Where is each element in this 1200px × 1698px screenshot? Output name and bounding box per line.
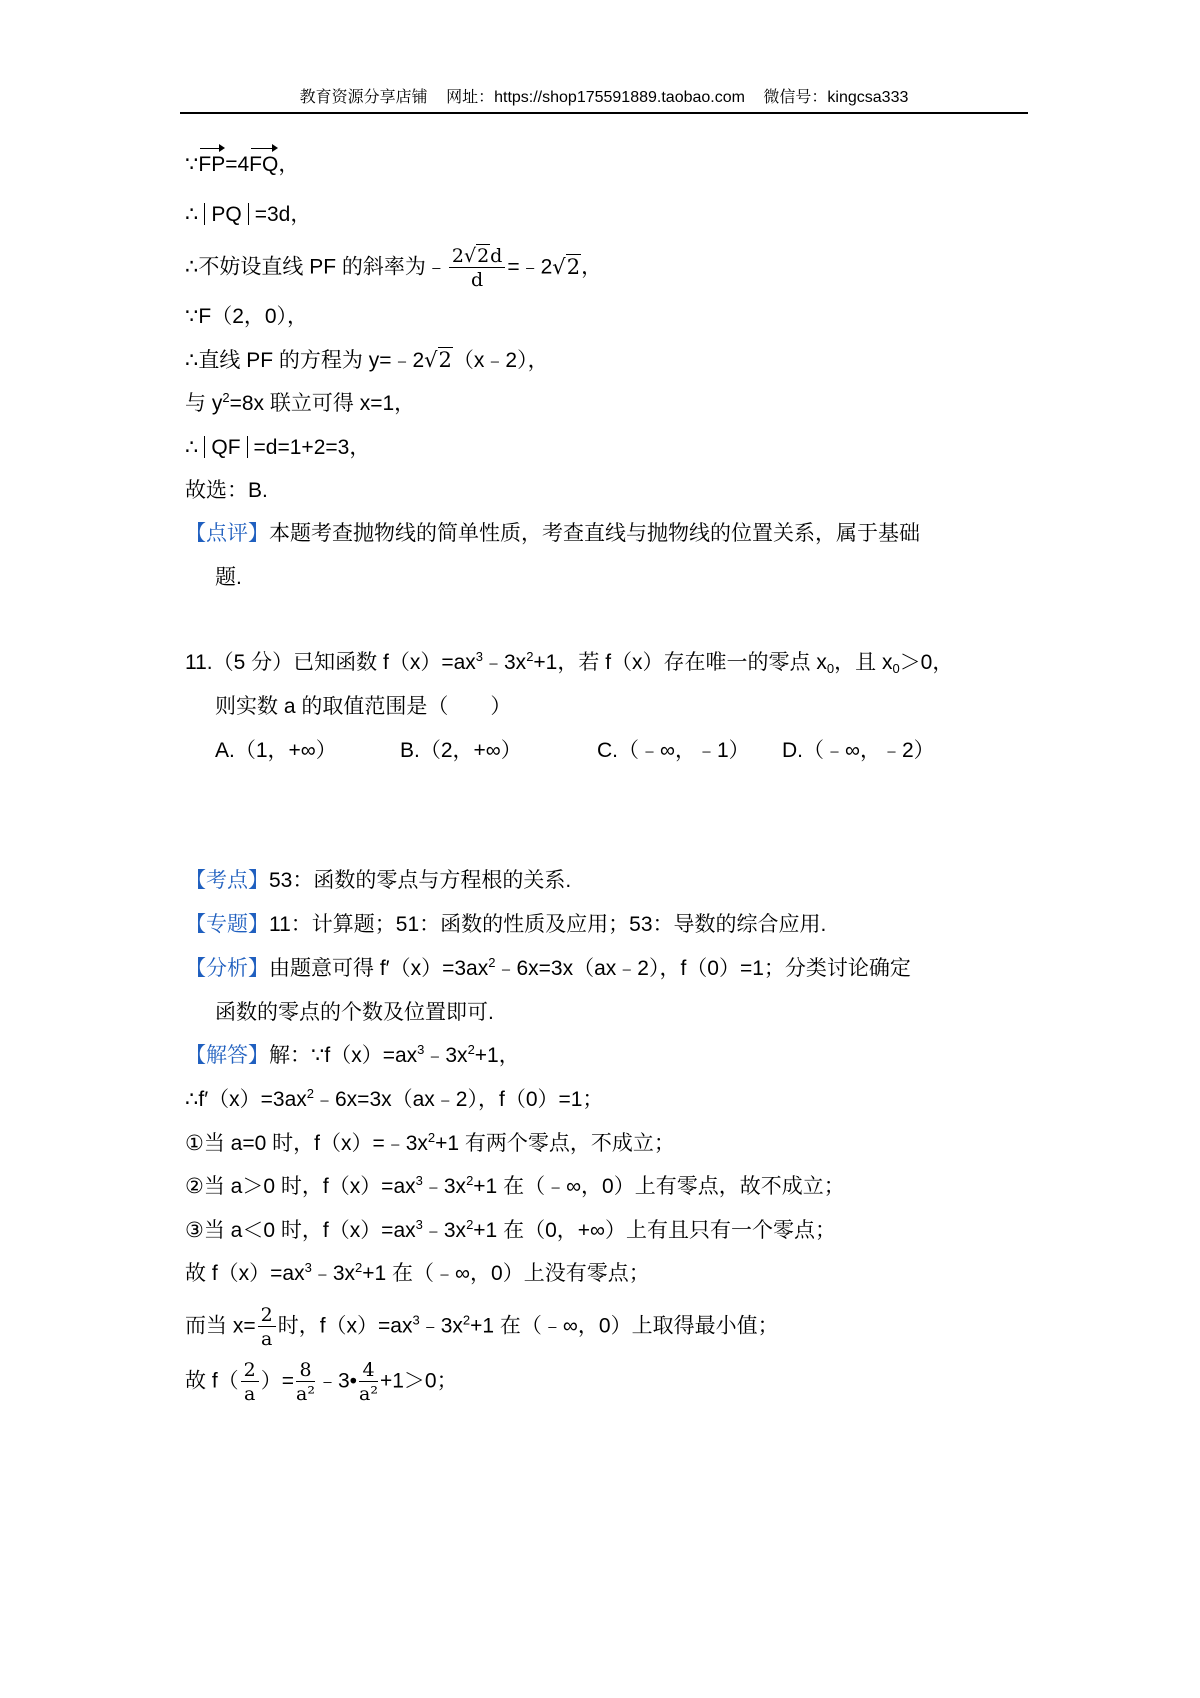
text: =8x 联立可得 x=1，	[229, 392, 416, 415]
text: ＞0，	[899, 651, 954, 674]
text: ①当 a=0 时，f（x）=﹣3x	[185, 1132, 428, 1155]
text: QF	[211, 436, 241, 459]
text: ③当 a＜0 时，f（x）=ax	[185, 1219, 416, 1242]
zhuanti-tag: 【专题】	[185, 913, 269, 936]
superscript: 2	[526, 649, 534, 664]
question-11-line2: 则实数 a 的取值范围是（ ）	[215, 695, 512, 718]
abs-bar	[248, 203, 249, 225]
line-jieda	[185, 1041, 520, 1071]
fraction-4-over-a2	[359, 1360, 378, 1404]
sqrt-sign: √2	[424, 348, 452, 372]
text: 解：∵f（x）=ax	[269, 1044, 418, 1067]
text: +1＞0；	[379, 1369, 458, 1393]
line-fenxi-cont: 函数的零点的个数及位置即可.	[215, 1001, 494, 1024]
text: ，且 x	[834, 651, 893, 674]
text: +1 在（﹣∞，0）上没有零点；	[362, 1262, 650, 1285]
page-header	[180, 84, 1028, 114]
superscript: 3	[412, 1312, 420, 1328]
line-comment-cont: 题.	[215, 566, 242, 589]
fraction-2-over-a	[241, 1360, 259, 1404]
jieda-tag: 【解答】	[185, 1044, 269, 1067]
line-case-1	[185, 1129, 675, 1159]
vector-fp: FP	[198, 146, 225, 180]
line-qf-length	[185, 433, 370, 463]
radicand: 2	[566, 254, 581, 279]
option-b: B.（2，+∞）	[400, 739, 522, 762]
text: 而当 x=	[185, 1314, 256, 1338]
abs-bar	[247, 436, 248, 458]
text: ﹣3x	[422, 1175, 467, 1198]
option-c: C.（﹣∞，﹣1）	[597, 739, 750, 762]
line-answer: 故选：B.	[185, 479, 268, 502]
radicand: 2	[477, 245, 490, 267]
text: ﹣6x=3x（ax﹣2），f（0）=1；分类讨论确定	[495, 957, 911, 980]
numerator: 4	[359, 1360, 377, 1382]
denominator: a	[244, 1383, 256, 1405]
text: 由题意可得 f′（x）=3ax	[269, 957, 489, 980]
superscript: 3	[415, 1173, 423, 1188]
text: ﹣6x=3x（ax﹣2），f（0）=1；	[314, 1088, 604, 1111]
comment-tag: 【点评】	[185, 522, 269, 545]
superscript: 3	[304, 1260, 312, 1275]
abs-bar	[204, 436, 205, 458]
superscript: 2	[467, 1042, 475, 1057]
text: 故 f（	[185, 1369, 239, 1393]
text: 时，f（x）=ax	[277, 1314, 413, 1338]
line-slope	[185, 246, 602, 290]
text: =4	[225, 153, 250, 176]
line-solve	[185, 389, 415, 419]
line-kaodian	[185, 866, 571, 896]
text: =﹣2	[507, 255, 553, 279]
superscript: 3	[475, 649, 483, 664]
text: ，	[278, 153, 300, 176]
line-comment	[185, 519, 920, 549]
text: 2	[451, 245, 464, 267]
therefore-symbol: ∴	[185, 203, 199, 226]
text: ﹣3x	[422, 1219, 467, 1242]
text: ）=	[260, 1369, 295, 1393]
text: ﹣3x	[311, 1262, 356, 1285]
subscript: 0	[892, 661, 900, 676]
line-pq-length	[185, 200, 311, 230]
line-no-zero	[185, 1259, 650, 1289]
denominator: d	[471, 269, 484, 291]
line-zhuanti	[185, 910, 826, 940]
option-a: A.（1，+∞）	[215, 739, 337, 762]
radicand: 2	[438, 348, 452, 372]
therefore-symbol: ∴	[185, 436, 199, 459]
text: ﹣3x	[483, 651, 527, 674]
superscript: 2	[466, 1217, 474, 1232]
text: ∴直线 PF 的方程为 y=﹣2	[185, 349, 425, 372]
denominator: a²	[296, 1383, 315, 1405]
option-d: D.（﹣∞，﹣2）	[782, 739, 935, 762]
text: PQ	[211, 203, 242, 226]
text: ﹣3•	[316, 1369, 358, 1393]
denominator: a²	[359, 1383, 378, 1405]
text: 11.（5 分）已知函数 f（x）=ax	[185, 651, 476, 674]
line-case-3	[185, 1216, 836, 1246]
header-url: 网址：https://shop175591889.taobao.com	[446, 89, 745, 106]
text: ﹣3x	[419, 1314, 463, 1338]
because-symbol: ∵	[185, 153, 199, 176]
vector-fq: FQ	[249, 146, 278, 180]
superscript: 2	[462, 1312, 471, 1328]
header-shop: 教育资源分享店铺	[299, 89, 428, 106]
text: ∴不妨设直线 PF 的斜率为﹣	[185, 255, 447, 279]
text: 与 y	[185, 392, 223, 415]
text: +1，若 f（x）存在唯一的零点 x	[533, 651, 827, 674]
line-focus: ∵F（2，0），	[185, 305, 309, 328]
line-minimum	[185, 1305, 779, 1349]
superscript: 3	[417, 1042, 425, 1057]
text: +1 有两个零点，不成立；	[435, 1132, 675, 1155]
text: ∴f′（x）=3ax	[185, 1088, 307, 1111]
text: 故 f（x）=ax	[185, 1262, 305, 1285]
text: ，	[581, 255, 603, 279]
line-inequality	[185, 1360, 458, 1404]
superscript: 2	[466, 1173, 474, 1188]
text: +1 在（﹣∞，0）上有零点，故不成立；	[473, 1175, 845, 1198]
line-derivative	[185, 1085, 603, 1115]
fraction-2-over-a	[258, 1305, 276, 1349]
superscript: 2	[488, 955, 496, 970]
text: （x﹣2），	[452, 349, 549, 372]
line-fenxi	[185, 954, 911, 984]
text: +1 在（0，+∞）上有且只有一个零点；	[473, 1219, 836, 1242]
line-case-2	[185, 1172, 845, 1202]
text: ﹣3x	[424, 1044, 468, 1067]
text: +1 在（﹣∞，0）上取得最小值；	[470, 1314, 779, 1338]
text: =d=1+2=3，	[253, 436, 371, 459]
numerator: 2	[241, 1360, 259, 1382]
subscript: 0	[826, 661, 835, 676]
slope-fraction	[449, 246, 505, 290]
numerator: 8	[296, 1360, 314, 1382]
line-pf-equation	[185, 345, 549, 376]
text: =3d，	[254, 203, 312, 226]
sqrt-sign: √2	[552, 254, 581, 279]
question-11-stem	[185, 648, 953, 678]
kaodian-tag: 【考点】	[185, 869, 269, 892]
fraction-8-over-a2	[296, 1360, 315, 1404]
superscript: 2	[355, 1260, 363, 1275]
denominator: a	[260, 1328, 273, 1350]
superscript: 2	[222, 390, 230, 405]
comment-text: 本题考查抛物线的简单性质，考查直线与抛物线的位置关系，属于基础	[269, 522, 920, 545]
text: ②当 a＞0 时，f（x）=ax	[185, 1175, 416, 1198]
line-vector-relation	[185, 146, 299, 180]
zhuanti-text: 11：计算题；51：函数的性质及应用；53：导数的综合应用.	[269, 913, 827, 936]
question-11-options	[215, 736, 935, 766]
superscript: 2	[427, 1130, 436, 1145]
superscript: 2	[306, 1086, 314, 1101]
superscript: 3	[415, 1217, 423, 1232]
sqrt-sign: √2	[463, 245, 490, 267]
fenxi-tag: 【分析】	[185, 957, 269, 980]
numerator: 2	[258, 1305, 276, 1327]
kaodian-text: 53：函数的零点与方程根的关系.	[269, 869, 572, 892]
text: +1，	[474, 1044, 520, 1067]
header-wechat: 微信号：kingcsa333	[763, 89, 909, 106]
abs-bar	[204, 203, 205, 225]
text: d	[490, 245, 503, 267]
